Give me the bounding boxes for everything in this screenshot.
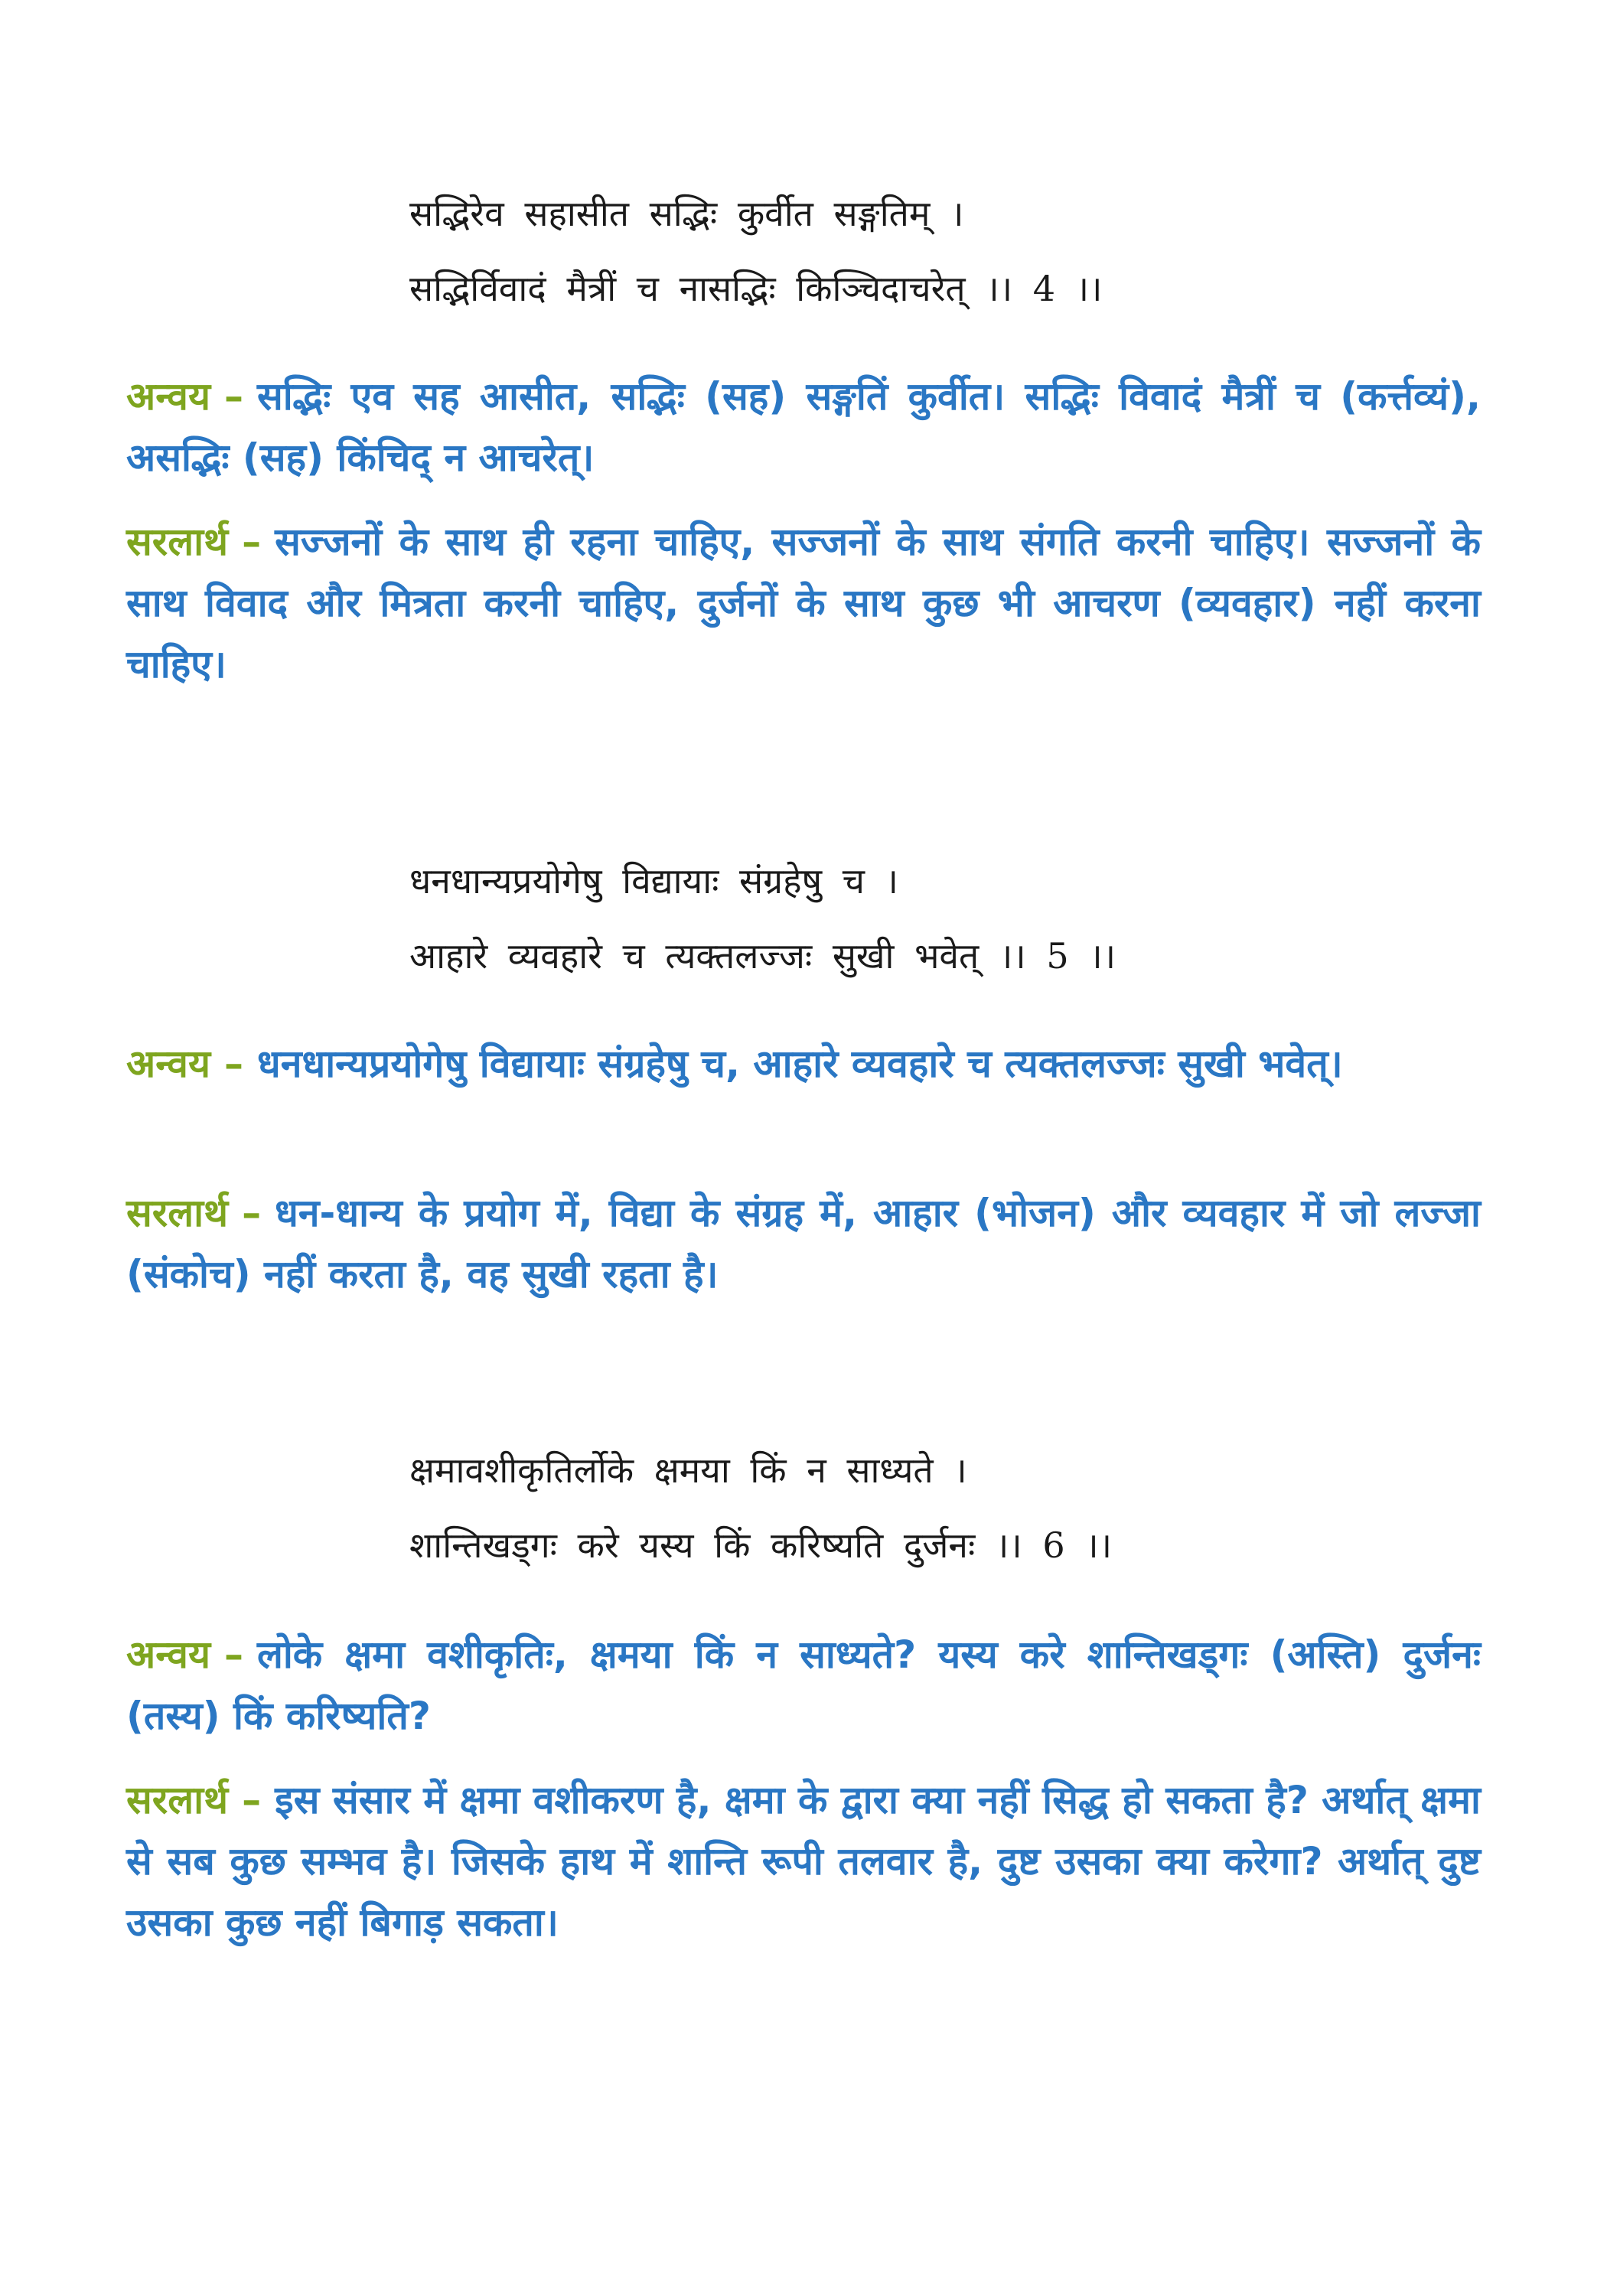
anvaya-text: लोके क्षमा वशीकृतिः, क्षमया किं न साध्यते? यस्य करे शान्तिखड्गः (अस्ति) दुर्जनः (तस्य) किं करिष्यति?: [126, 1632, 1481, 1738]
saralartha-paragraph: [126, 1182, 1481, 1305]
saralartha-text: सज्जनों के साथ ही रहना चाहिए, सज्जनों के साथ संगति करनी चाहिए। सज्जनों के साथ विवाद और मित्रता करनी चाहिए, दुर्जनों के साथ कुछ भी आचरण (व्यवहार) नहीं करना चाहिए।: [126, 520, 1481, 687]
label-dash: –: [223, 1042, 243, 1086]
verse-6: [409, 1433, 1481, 1583]
saralartha-label: सरलार्थ: [126, 1191, 229, 1235]
saralartha-paragraph: [126, 511, 1481, 695]
anvaya-paragraph: [126, 366, 1481, 488]
anvaya-paragraph: [126, 1033, 1481, 1094]
anvaya-label: अन्वय: [126, 1042, 210, 1086]
label-dash: –: [223, 1632, 243, 1677]
verse-5: [409, 843, 1481, 993]
label-dash: –: [242, 1191, 262, 1235]
label-dash: –: [242, 1778, 262, 1822]
verse-line: शान्तिखड्गः करे यस्य किं करिष्यति दुर्जनः ।। 6 ।।: [409, 1525, 1113, 1566]
verse-line: सद्भिरेव सहासीत सद्भिः कुर्वीत सङ्गतिम् ।: [409, 193, 964, 234]
label-dash: –: [242, 520, 262, 564]
anvaya-text: सद्भिः एव सह आसीत, सद्भिः (सह) सङ्गतिं कुर्वीत। सद्भिः विवादं मैत्रीं च (कर्त्तव्यं), असद्भिः (सह) किंचिद् न आचरेत्।: [126, 374, 1481, 480]
saralartha-text: इस संसार में क्षमा वशीकरण है, क्षमा के द्वारा क्या नहीं सिद्ध हो सकता है? अर्थात् क्षमा से सब कुछ सम्भव है। जिसके हाथ में शान्ति रूपी तलवार है, दुष्ट उसका क्या करेगा? अर्थात् दुष्ट उसका कुछ नहीं बिगाड़ सकता।: [126, 1778, 1481, 1945]
saralartha-paragraph: [126, 1769, 1481, 1953]
verse-line: सद्भिर्विवादं मैत्रीं च नासद्भिः किञ्चिदाचरेत् ।। 4 ।।: [409, 268, 1103, 309]
saralartha-label: सरलार्थ: [126, 1778, 229, 1822]
anvaya-text: धनधान्यप्रयोगेषु विद्यायाः संग्रहेषु च, आहारे व्यवहारे च त्यक्तलज्जः सुखी भवेत्।: [256, 1042, 1343, 1086]
anvaya-label: अन्वय: [126, 1632, 210, 1677]
anvaya-label: अन्वय: [126, 374, 210, 419]
verse-4: [409, 176, 1481, 326]
saralartha-label: सरलार्थ: [126, 520, 229, 564]
anvaya-paragraph: [126, 1624, 1481, 1746]
verse-line: धनधान्यप्रयोगेषु विद्यायाः संग्रहेषु च ।: [409, 860, 898, 902]
verse-line: क्षमावशीकृतिर्लोके क्षमया किं न साध्यते ।: [409, 1450, 967, 1491]
saralartha-text: धन-धान्य के प्रयोग में, विद्या के संग्रह में, आहार (भोजन) और व्यवहार में जो लज्जा (संकोच) नहीं करता है, वह सुखी रहता है।: [126, 1191, 1481, 1296]
verse-line: आहारे व्यवहारे च त्यक्तलज्जः सुखी भवेत् ।। 5 ।।: [409, 935, 1116, 977]
label-dash: –: [223, 374, 243, 419]
